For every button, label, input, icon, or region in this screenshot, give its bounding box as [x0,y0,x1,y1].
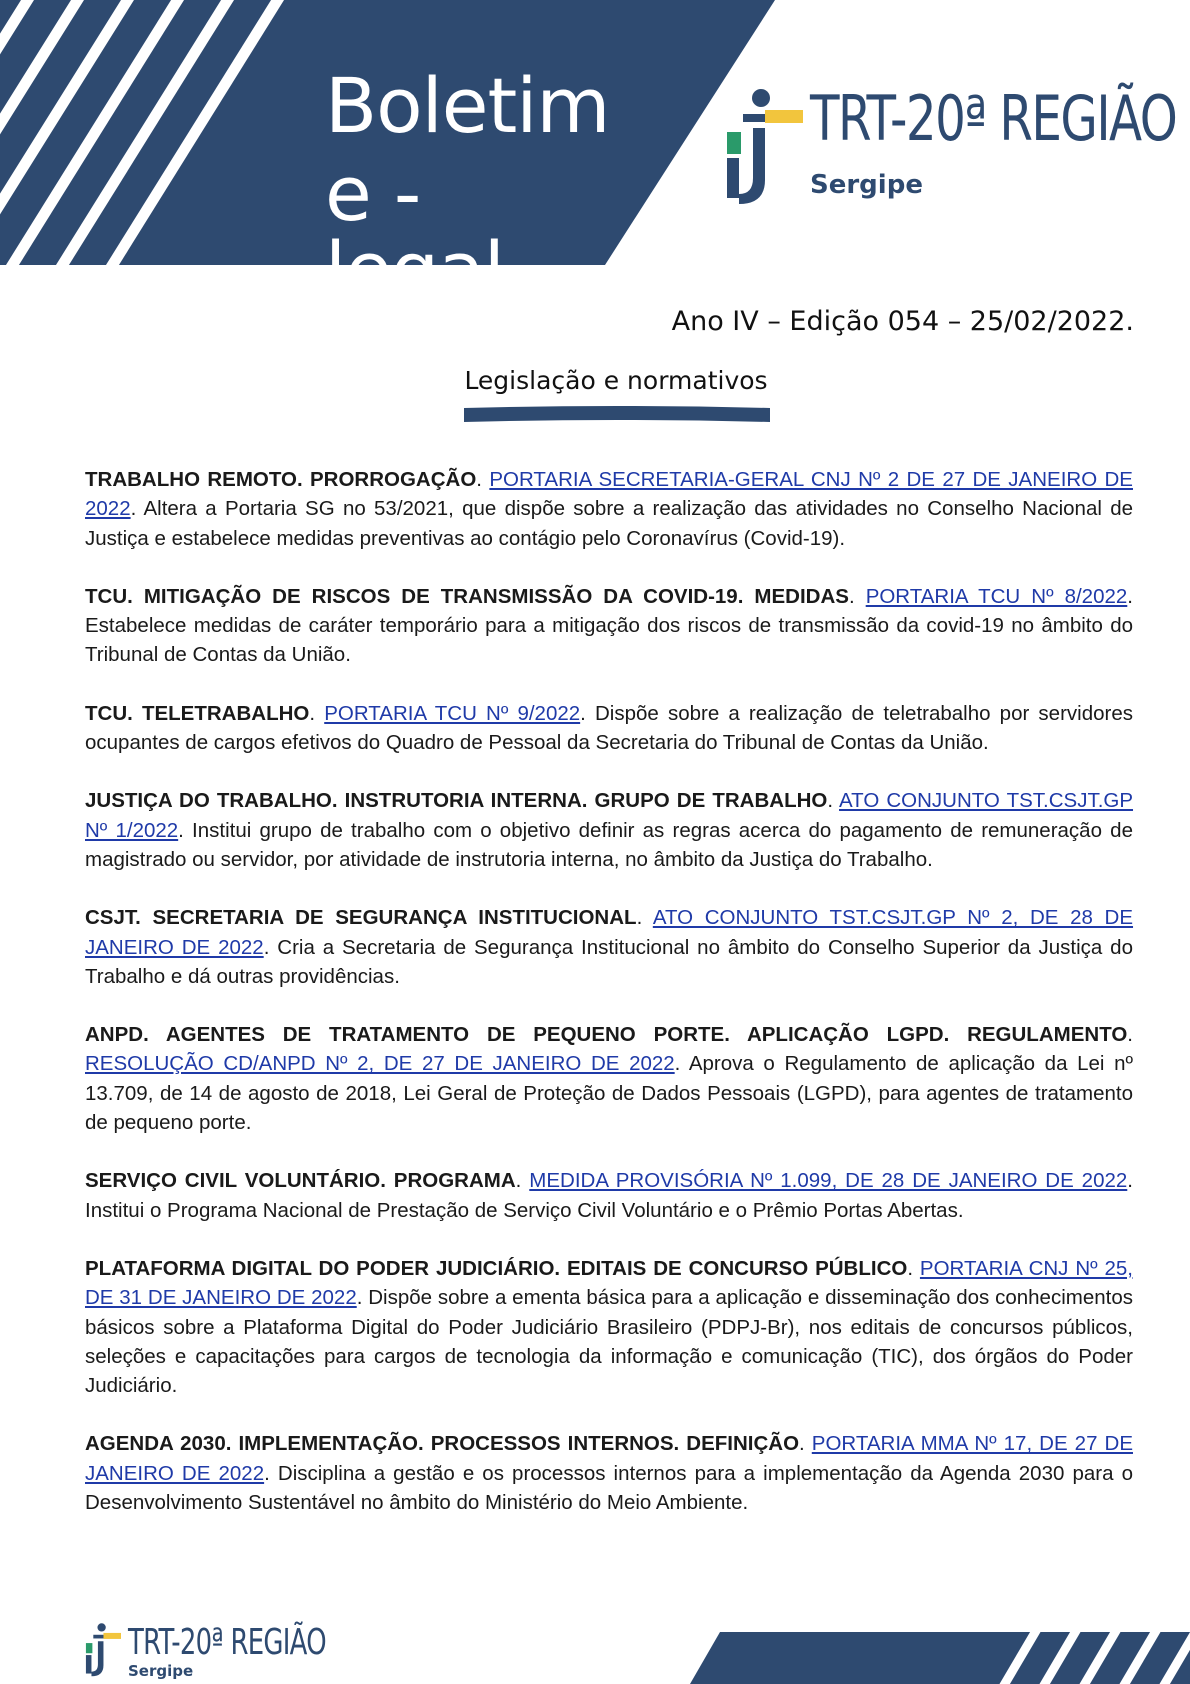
trt-logo-icon [725,88,803,206]
legislation-entry: SERVIÇO CIVIL VOLUNTÁRIO. PROGRAMA. MEDIDA PROVISÓRIA Nº 1.099, DE 28 DE JANEIRO DE 2022. Institui o Programa Nacional de Prestação de Serviço Civil Voluntário e o Prêmio Portas Abertas. [85,1169,1133,1222]
entry-description: Institui o Programa Nacional de Prestação de Serviço Civil Voluntário e o Prêmio Portas Abertas. [85,1198,964,1222]
entry-title: TRABALHO REMOTO. PRORROGAÇÃO [85,468,477,491]
entry-description: Disciplina a gestão e os processos internos para a implementação da Agenda 2030 para o Desenvolvimento Sustentável no âmbito do Ministério do Meio Ambiente. [85,1461,1133,1515]
legislation-list [85,465,1133,1546]
footer-trt-logo-icon [85,1620,121,1680]
footer-banner [690,1632,1190,1684]
masthead-title-line1: Boletim [325,61,610,150]
entry-document-link[interactable]: PORTARIA CNJ Nº 25, DE 31 DE JANEIRO DE 2022 [85,1256,1133,1310]
legislation-entry: TCU. MITIGAÇÃO DE RISCOS DE TRANSMISSÃO DA COVID-19. MEDIDAS. PORTARIA TCU Nº 8/2022. Estabelece medidas de caráter temporário para a mitigação dos riscos de transmissão da covid-19 no âmbito do Tribunal de Contas da União. [85,584,1133,667]
entry-document-link[interactable]: PORTARIA TCU Nº 9/2022 [324,701,581,725]
entry-description: Dispõe sobre a ementa básica para a aplicação e disseminação dos conhecimentos básicos sobre a Plataforma Digital do Poder Judiciário Brasileiro (PDPJ-Br), nos editais de concursos públicos, seleções e capacitações para cargos de tecnologia da informação e comunicação (TIC), dos órgãos do Poder Judiciário. [85,1286,1133,1398]
entry-document-link[interactable]: PORTARIA TCU Nº 8/2022 [865,584,1128,608]
masthead-title-line2: e -legal [325,149,504,314]
legislation-entry: CSJT. SECRETARIA DE SEGURANÇA INSTITUCIONAL. ATO CONJUNTO TST.CSJT.GP Nº 2, DE 28 DE JANEIRO DE 2022. Cria a Secretaria de Segurança Institucional no âmbito do Conselho Superior da Justiça do Trabalho e dá outras providências. [85,906,1134,988]
entry-document-link[interactable]: ATO CONJUNTO TST.CSJT.GP Nº 1/2022 [85,789,1134,842]
heading-underline [464,404,770,426]
entry-document-link[interactable]: RESOLUÇÃO CD/ANPD Nº 2, DE 27 DE JANEIRO DE 2022 [85,1052,675,1076]
entry-description: Estabelece medidas de caráter temporário para a mitigação dos riscos de transmissão da covid-19 no âmbito do Tribunal de Contas da União. [85,614,1133,667]
entry-description: Dispõe sobre a realização de teletrabalho por servidores ocupantes de cargos efetivos do Quadro de Pessoal da Secretaria do Tribunal de Contas da União. [85,701,1133,755]
entry-title: JUSTIÇA DO TRABALHO. INSTRUTORIA INTERNA. GRUPO DE TRABALHO [85,789,828,813]
entry-title: TCU. TELETRABALHO [85,701,310,725]
header-logo-name: TRT-20ª REGIÃO [810,82,1177,155]
legislation-entry: JUSTIÇA DO TRABALHO. INSTRUTORIA INTERNA. GRUPO DE TRABALHO. ATO CONJUNTO TST.CSJT.GP Nº 1/2022. Institui grupo de trabalho com o objetivo definir as regras acerca do pagamento de remuneração de magistrado ou servidor, por atividade de instrutoria interna, no âmbito da Justiça do Trabalho. [85,789,1134,871]
legislation-entry: TRABALHO REMOTO. PRORROGAÇÃO. PORTARIA SECRETARIA-GERAL CNJ Nº 2 DE 27 DE JANEIRO DE 2022. Altera a Portaria SG no 53/2021, que dispõe sobre a realização das atividades no Conselho Nacional de Justiça e estabelece medidas preventivas ao contágio pelo Coronavírus (Covid-19). [85,468,1134,550]
edition-info: Ano IV – Edição 054 – 25/02/2022. [671,306,1134,337]
legislation-entry: AGENDA 2030. IMPLEMENTAÇÃO. PROCESSOS INTERNOS. DEFINIÇÃO. PORTARIA MMA Nº 17, DE 27 DE JANEIRO DE 2022. Disciplina a gestão e os processos internos para a implementação da Agenda 2030 para o Desenvolvimento Sustentável no âmbito do Ministério do Meio Ambiente. [85,1432,1133,1515]
entry-document-link[interactable]: PORTARIA SECRETARIA-GERAL CNJ Nº 2 DE 27 DE JANEIRO DE 2022 [85,468,1133,521]
footer-logo-name: TRT-20ª REGIÃO [128,1622,326,1663]
footer-logo-subtitle: Sergipe [128,1662,194,1680]
entry-title: PLATAFORMA DIGITAL DO PODER JUDICIÁRIO. EDITAIS DE CONCURSO PÚBLICO [85,1256,908,1280]
entry-description: Cria a Secretaria de Segurança Institucional no âmbito do Conselho Superior da Justiça do Trabalho e dá outras providências. [85,935,1133,988]
legislation-entry: ANPD. AGENTES DE TRATAMENTO DE PEQUENO PORTE. APLICAÇÃO LGPD. REGULAMENTO. RESOLUÇÃO CD/ANPD Nº 2, DE 27 DE JANEIRO DE 2022. Aprova o Regulamento de aplicação da Lei nº 13.709, de 14 de agosto de 2018, Lei Geral de Proteção de Dados Pessoais (LGPD), para agentes de tratamento de pequeno porte. [85,1023,1133,1135]
entry-document-link[interactable]: ATO CONJUNTO TST.CSJT.GP Nº 2, DE 28 DE JANEIRO DE 2022 [85,906,1134,959]
entry-description: Altera a Portaria SG no 53/2021, que dispõe sobre a realização das atividades no Conselho Nacional de Justiça e estabelece medidas preventivas ao contágio pelo Coronavírus (Covid-19). [85,497,1134,550]
entry-title: CSJT. SECRETARIA DE SEGURANÇA INSTITUCIONAL [85,906,637,930]
entry-title: AGENDA 2030. IMPLEMENTAÇÃO. PROCESSOS INTERNOS. DEFINIÇÃO [85,1432,800,1456]
section-heading: Legislação e normativos [464,366,768,395]
entry-description: Aprova o Regulamento de aplicação da Lei nº 13.709, de 14 de agosto de 2018, Lei Geral de Proteção de Dados Pessoais (LGPD), para agentes de tratamento de pequeno porte. [85,1052,1133,1135]
header-logo-subtitle: Sergipe [810,170,923,200]
entry-title: TCU. MITIGAÇÃO DE RISCOS DE TRANSMISSÃO DA COVID-19. MEDIDAS [85,584,849,608]
legislation-entry: PLATAFORMA DIGITAL DO PODER JUDICIÁRIO. EDITAIS DE CONCURSO PÚBLICO. PORTARIA CNJ Nº 25, DE 31 DE JANEIRO DE 2022. Dispõe sobre a ementa básica para a aplicação e disseminação dos conhecimentos básicos sobre a Plataforma Digital do Poder Judiciário Brasileiro (PDPJ-Br), nos editais de concursos públicos, seleções e capacitações para cargos de tecnologia da informação e comunicação (TIC), dos órgãos do Poder Judiciário. [85,1256,1133,1398]
legislation-entry: TCU. TELETRABALHO. PORTARIA TCU Nº 9/2022. Dispõe sobre a realização de teletrabalho por servidores ocupantes de cargos efetivos do Quadro de Pessoal da Secretaria do Tribunal de Contas da União. [85,701,1133,755]
entry-document-link[interactable]: PORTARIA MMA Nº 17, DE 27 DE JANEIRO DE 2022 [85,1432,1133,1485]
entry-title: ANPD. AGENTES DE TRATAMENTO DE PEQUENO PORTE. APLICAÇÃO LGPD. REGULAMENTO [85,1023,1128,1047]
entry-document-link[interactable]: MEDIDA PROVISÓRIA Nº 1.099, DE 28 DE JANEIRO DE 2022 [529,1169,1128,1193]
entry-description: Institui grupo de trabalho com o objetivo definir as regras acerca do pagamento de remuneração de magistrado ou servidor, por atividade de instrutoria interna, no âmbito da Justiça do Trabalho. [85,818,1133,871]
entry-title: SERVIÇO CIVIL VOLUNTÁRIO. PROGRAMA [85,1169,516,1193]
